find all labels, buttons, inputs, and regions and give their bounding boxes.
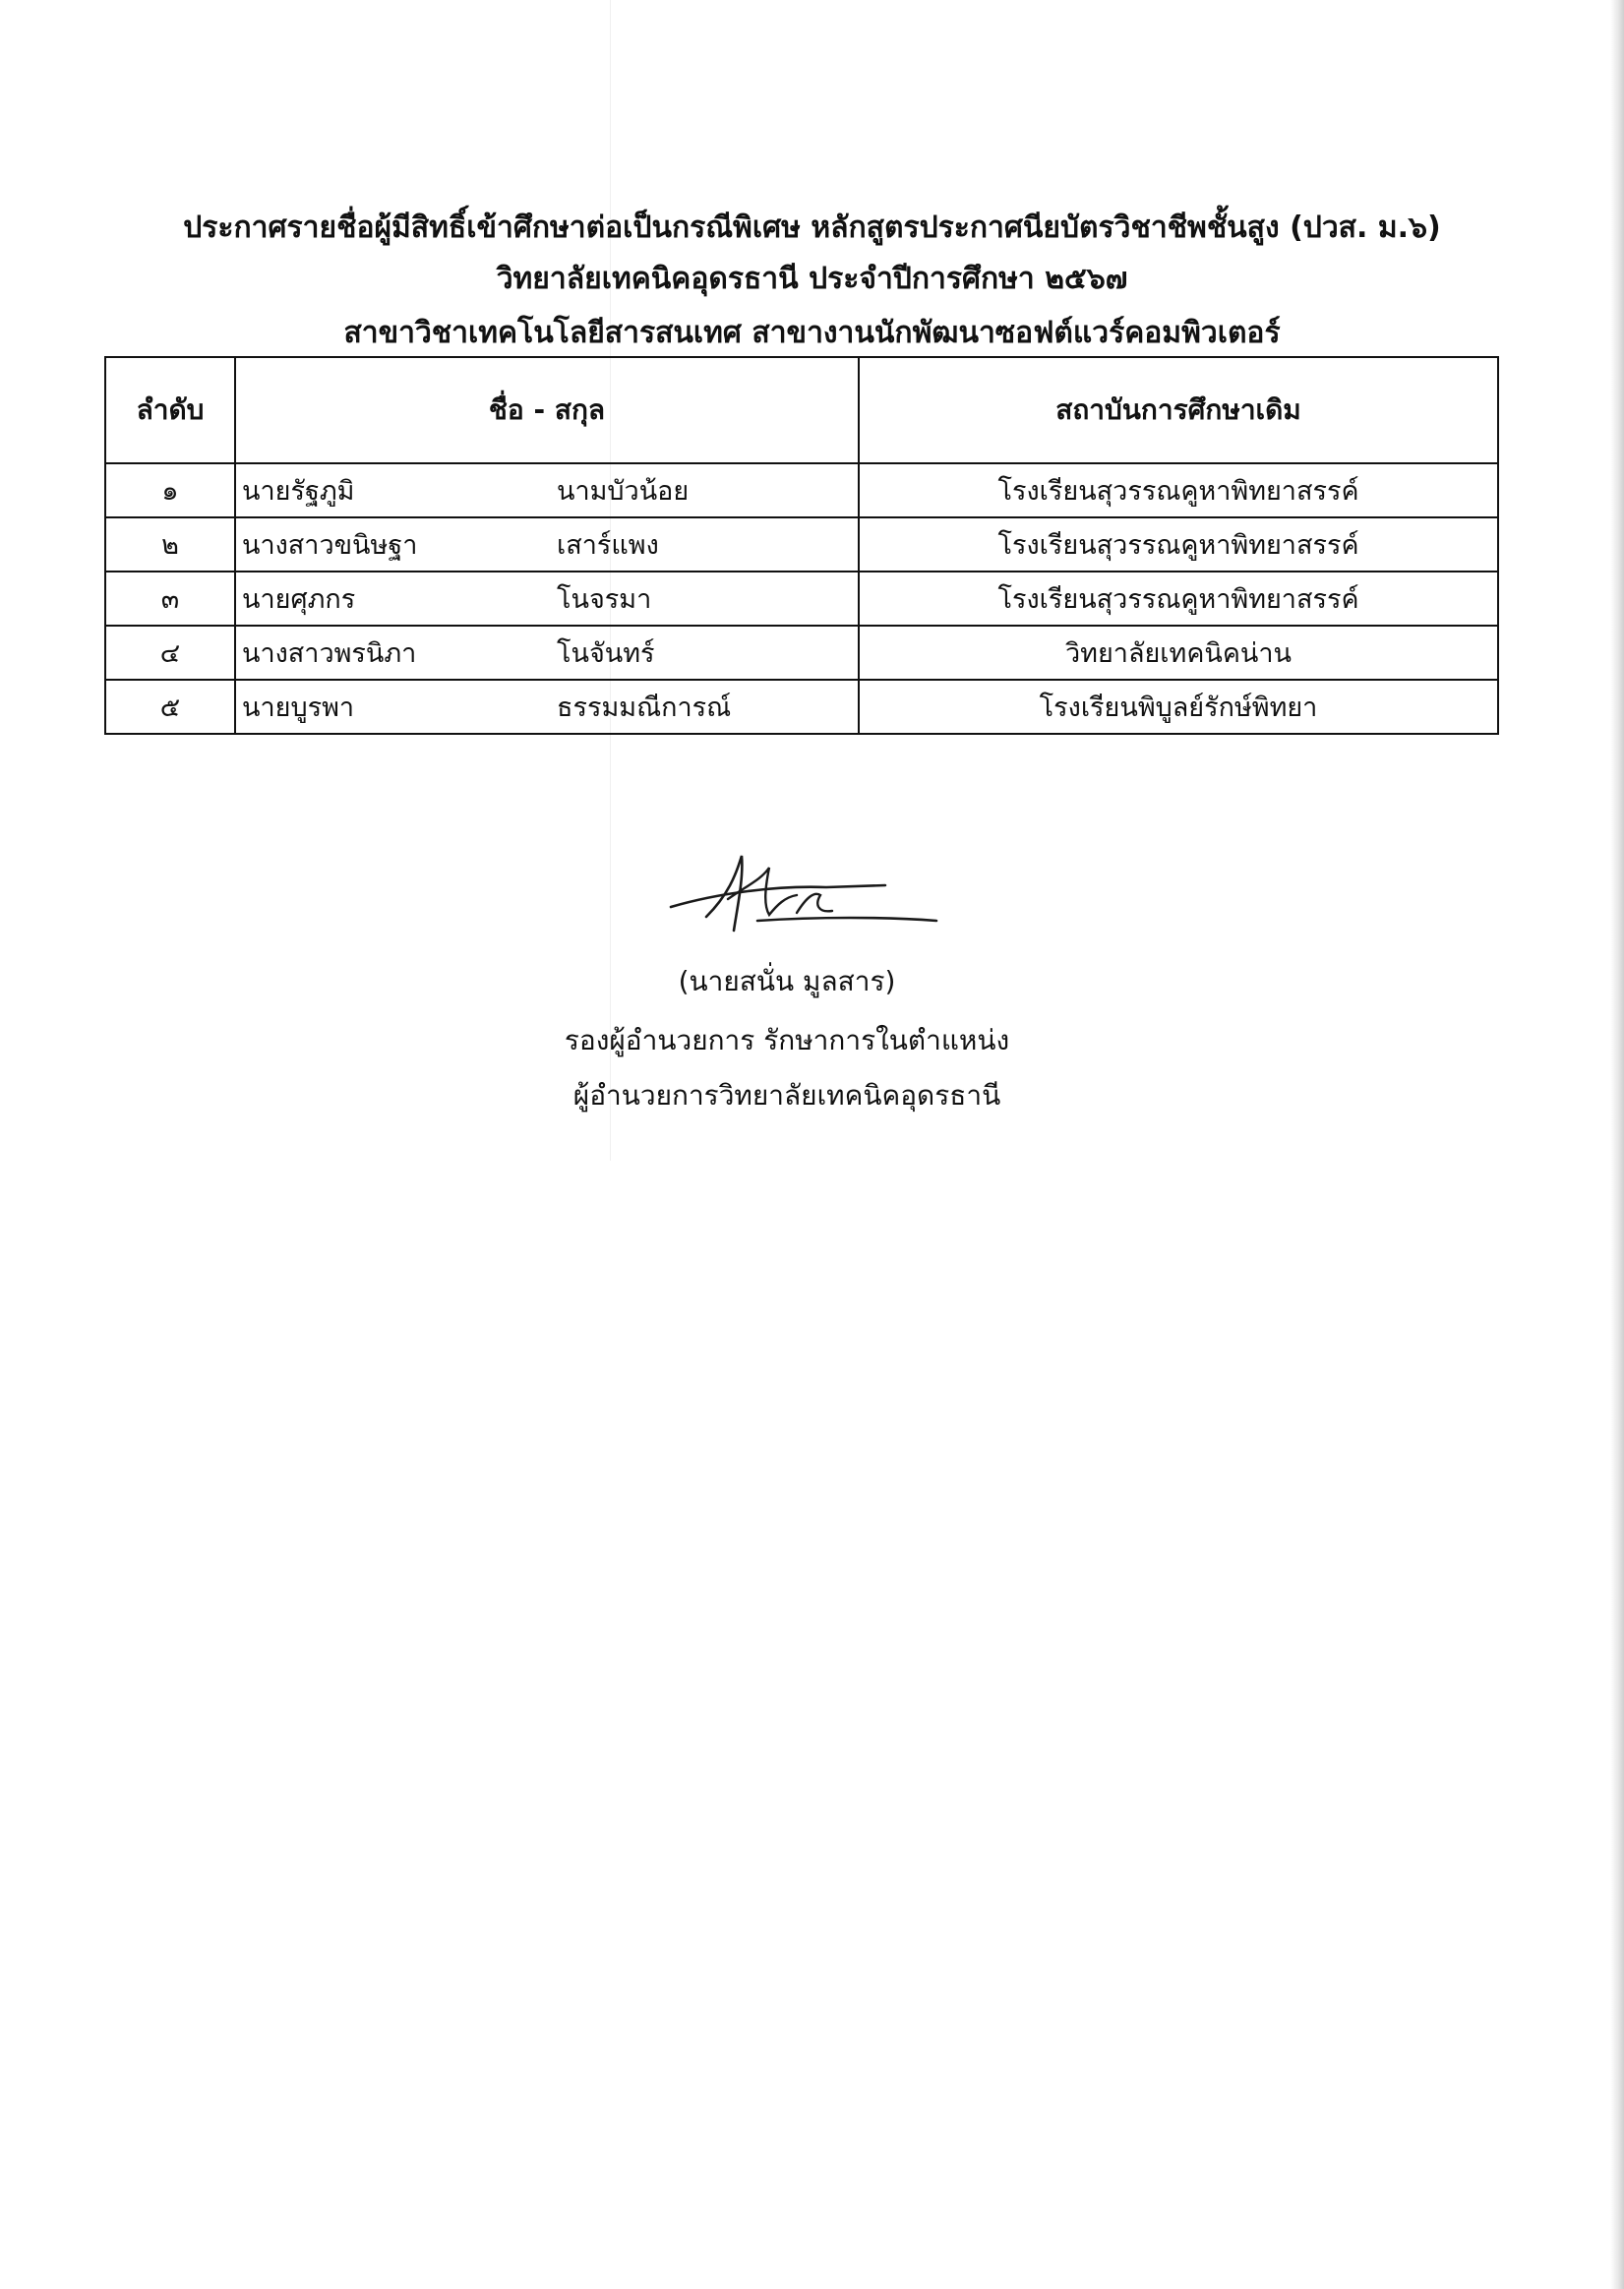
row-number: ๓ [105,572,235,626]
first-name: นายรัฐภูมิ [242,476,355,507]
announcement-title: ประกาศรายชื่อผู้มีสิทธิ์เข้าศึกษาต่อเป็นกรณีพิเศษ หลักสูตรประกาศนียบัตรวิชาชีพชั้นสูง (ปวส. ม.๖) [183,211,1441,245]
signature-image [659,836,954,944]
last-name: ธรรมมณีการณ์ [557,693,732,723]
row-name-cell [235,572,859,626]
program-line: สาขาวิชาเทคโนโลยีสารสนเทศ สาขางานนักพัฒนาซอฟต์แวร์คอมพิวเตอร์ [343,316,1281,350]
signatory-name: (นายสนั่น มูลสาร) [678,965,896,997]
first-name: นายศุภกร [242,584,356,615]
signatory-position: รองผู้อำนวยการ รักษาการในตำแหน่ง [564,1024,1010,1056]
first-name: นางสาวขนิษฐา [242,530,418,561]
signatory-position-full: ผู้อำนวยการวิทยาลัยเทคนิคอุดรธานี [572,1079,1001,1112]
last-name: เสาร์แพง [557,530,659,561]
header-school: สถาบันการศึกษาเดิม [859,357,1498,463]
table-row [105,463,1498,517]
student-list-table [104,356,1499,735]
row-name-cell [235,680,859,734]
table-row [105,517,1498,572]
row-number: ๒ [105,517,235,572]
last-name: โนจรมา [557,584,652,615]
last-name: นามบัวน้อย [557,476,690,507]
row-name-cell [235,463,859,517]
row-number: ๔ [105,626,235,680]
table-header-row [105,357,1498,463]
row-name-cell [235,626,859,680]
header-no: ลำดับ [105,357,235,463]
first-name: นายบูรพา [242,693,355,723]
row-number: ๕ [105,680,235,734]
last-name: โนจันทร์ [557,638,655,669]
table-row [105,680,1498,734]
first-name: นางสาวพรนิภา [242,638,417,669]
row-school: โรงเรียนสุวรรณคูหาพิทยาสรรค์ [859,463,1498,517]
table-row [105,572,1498,626]
header-name: ชื่อ - สกุล [235,357,859,463]
row-school: โรงเรียนพิบูลย์รักษ์พิทยา [859,680,1498,734]
row-school: โรงเรียนสุวรรณคูหาพิทยาสรรค์ [859,517,1498,572]
row-name-cell [235,517,859,572]
college-year-line: วิทยาลัยเทคนิคอุดรธานี ประจำปีการศึกษา ๒๕๖๗ [496,262,1128,296]
row-school: โรงเรียนสุวรรณคูหาพิทยาสรรค์ [859,572,1498,626]
table-row [105,626,1498,680]
row-number: ๑ [105,463,235,517]
row-school: วิทยาลัยเทคนิคน่าน [859,626,1498,680]
